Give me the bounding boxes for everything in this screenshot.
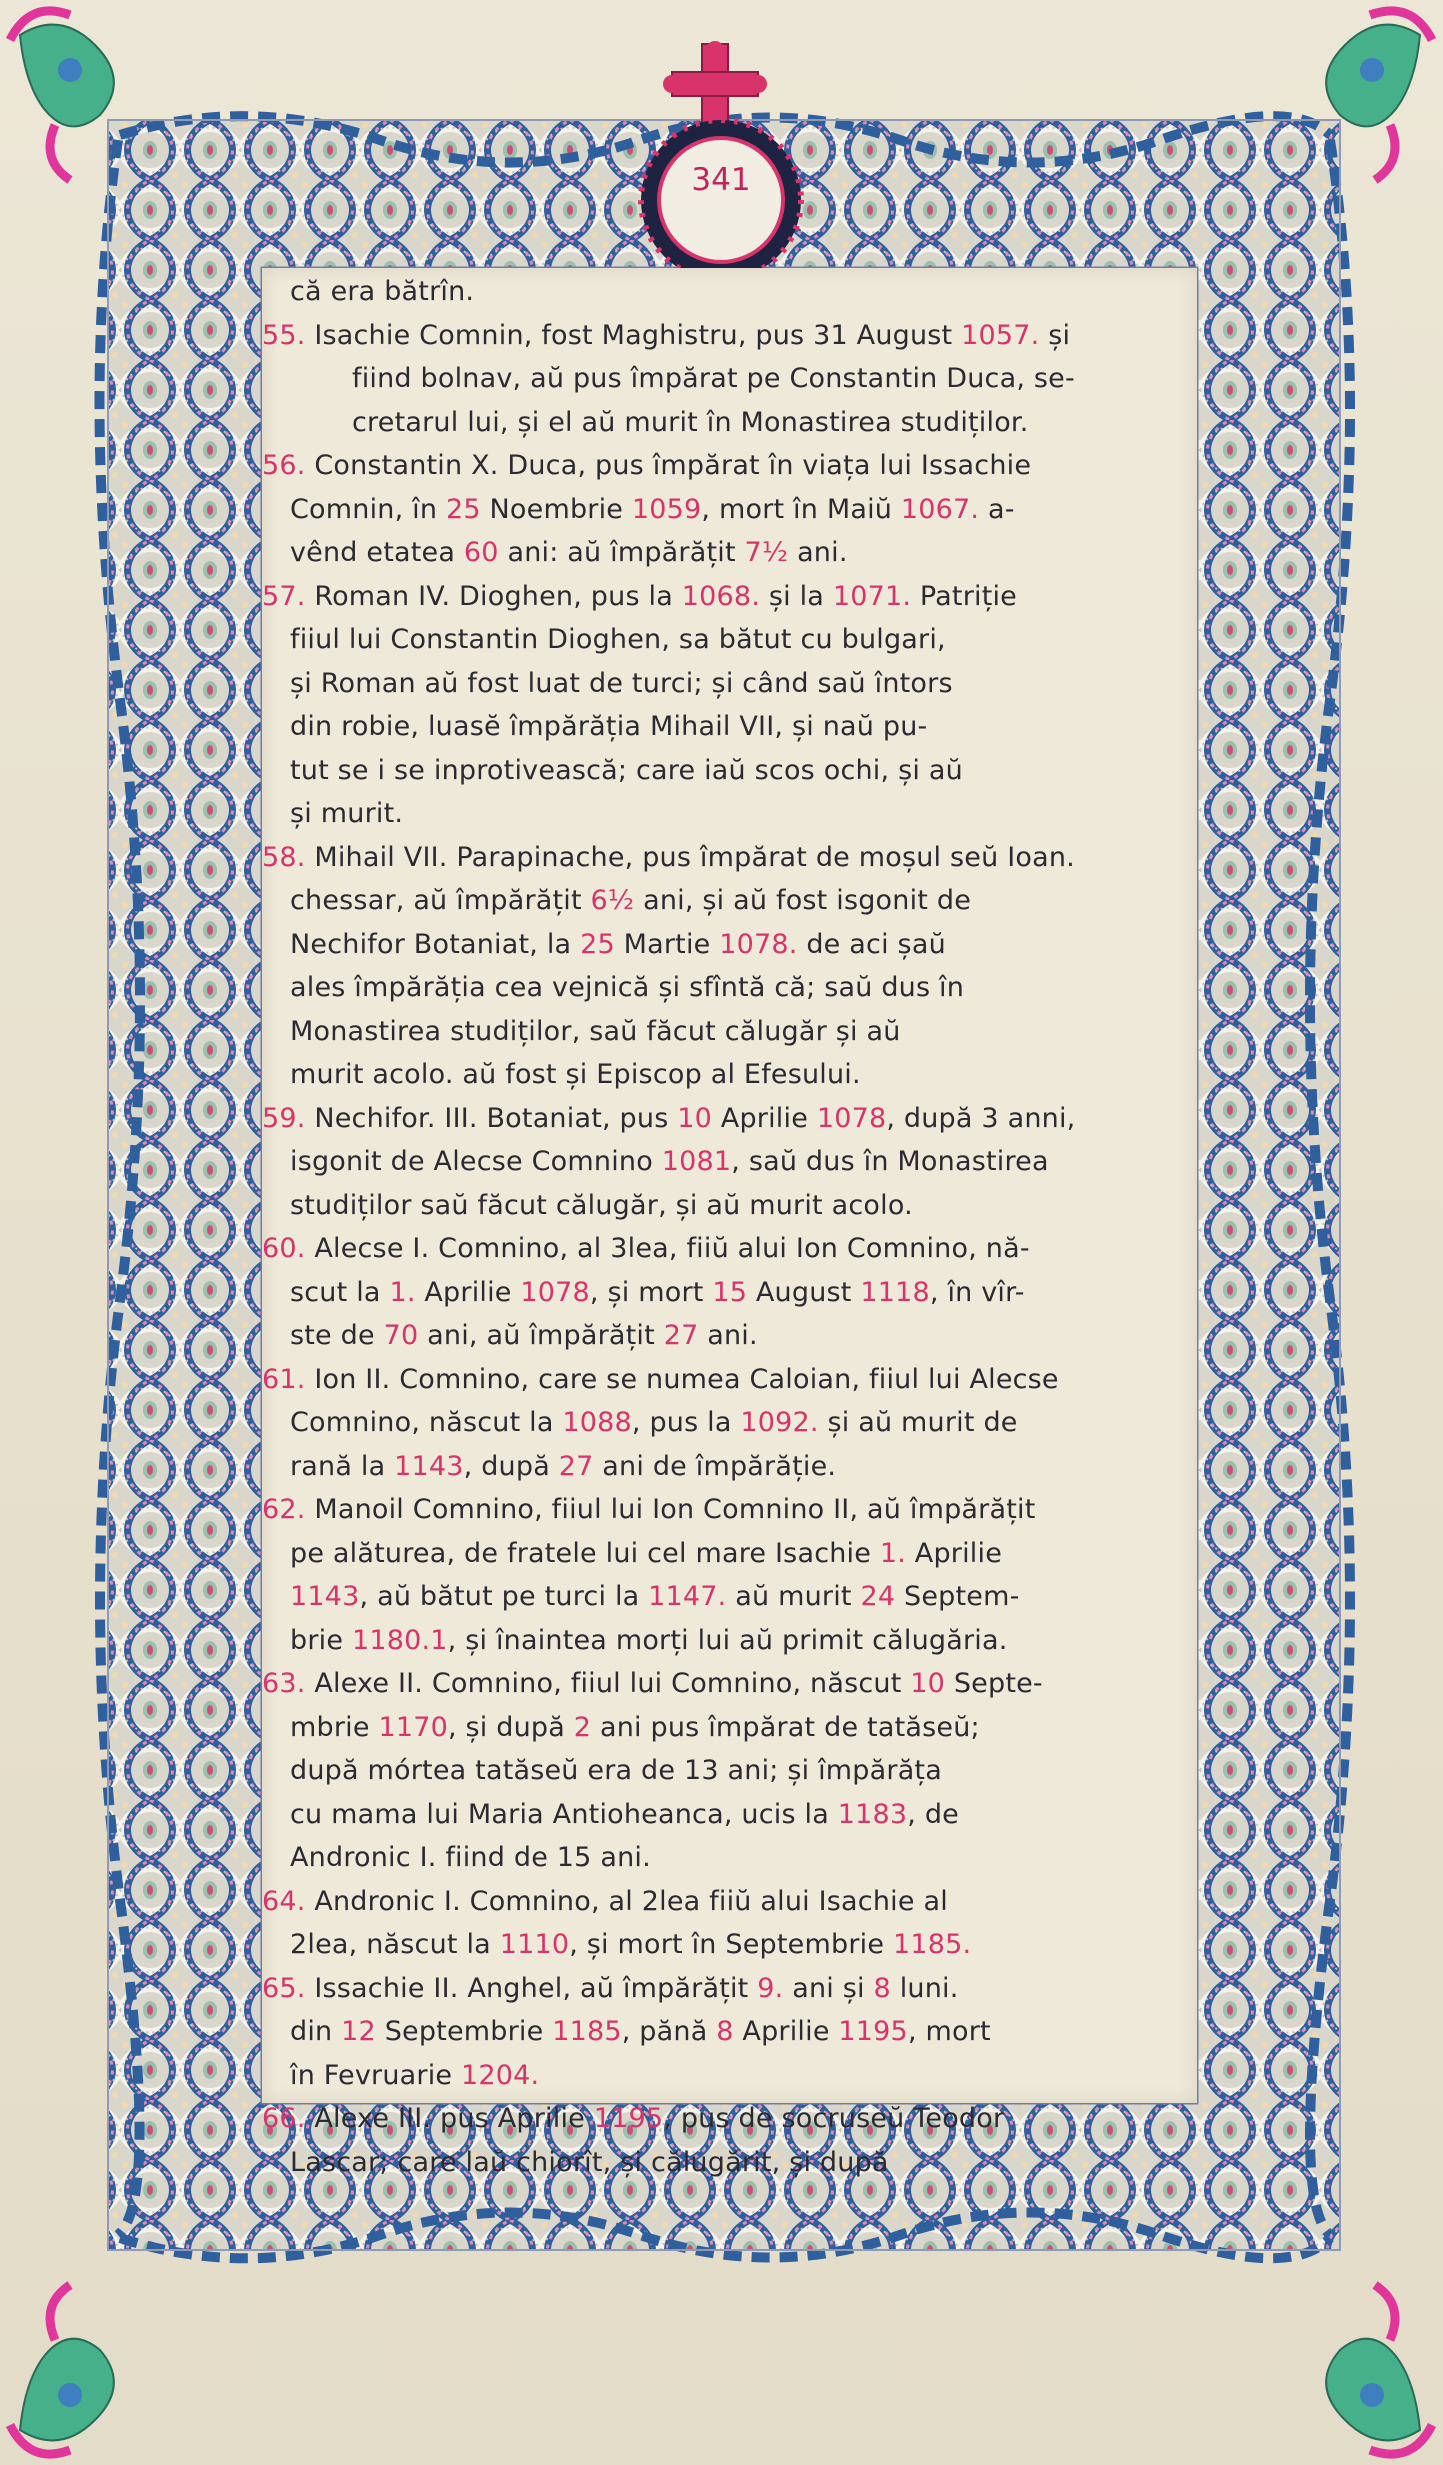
red-numeral: 65. — [262, 1972, 306, 2004]
text-segment: ales împărăția cea vejnică și sfîntă că; saŭ dus în — [290, 972, 965, 1003]
text-line — [262, 1619, 1197, 1663]
red-numeral: 7½ — [744, 537, 789, 568]
text-segment: scut la — [290, 1276, 390, 1308]
text-segment: studiților saŭ făcut călugăr, și aŭ murit acolo. — [290, 1189, 913, 1221]
red-numeral: 8 — [873, 1972, 891, 2004]
red-numeral: 1. — [879, 1537, 907, 1569]
red-numeral: 1147. — [648, 1581, 727, 1612]
text-line — [262, 1662, 1197, 1706]
text-segment: , după 3 anni, — [886, 1102, 1076, 1134]
red-numeral: 15 — [712, 1276, 748, 1308]
text-segment: din robie, luasĕ împărăția Mihail VII, și naŭ pu- — [290, 711, 928, 742]
text-line — [262, 618, 1197, 662]
text-line — [262, 792, 1197, 836]
text-line — [262, 531, 1197, 575]
text-line — [262, 444, 1197, 488]
text-segment: tut se i se inprotivească; care iaŭ scos ochi, și aŭ — [290, 754, 963, 786]
red-numeral: 1. — [389, 1276, 416, 1308]
red-numeral: 1170 — [378, 1711, 448, 1743]
text-segment: brie — [290, 1624, 352, 1656]
text-segment: după mórtea tatăseŭ era de 13 ani; și împărăța — [290, 1755, 942, 1786]
red-numeral: 60 — [463, 537, 499, 568]
red-numeral: 1057. — [961, 319, 1040, 351]
red-numeral: 1143 — [394, 1450, 464, 1482]
text-segment: , mort — [907, 2016, 991, 2047]
red-numeral: 10 — [910, 1668, 946, 1699]
text-segment: că era bătrîn. — [290, 276, 475, 307]
text-segment: vênd etatea — [290, 537, 464, 568]
text-segment: Alecse I. Comnino, al 3lea, fiiŭ alui Ion Comnino, nă- — [305, 1233, 1030, 1264]
text-line — [262, 1314, 1197, 1358]
text-segment: ani, și aŭ fost isgonit de — [634, 885, 972, 916]
text-segment: Aprilie — [906, 1537, 1003, 1569]
text-segment: , în vîr- — [929, 1276, 1025, 1308]
red-numeral: 1183 — [837, 1798, 908, 1830]
text-segment: 31 August — [813, 319, 953, 351]
text-segment: mbrie — [290, 1711, 379, 1743]
text-segment: rană la — [290, 1450, 395, 1482]
text-line — [262, 705, 1197, 749]
text-line — [262, 1749, 1197, 1793]
red-numeral: 25 — [445, 493, 481, 525]
text-segment: Septe- — [945, 1668, 1043, 1699]
text-segment: Noembrie — [480, 493, 632, 525]
text-segment: Nechifor. III. Botaniat, pus — [305, 1102, 678, 1134]
text-line — [262, 575, 1197, 619]
text-segment: Comnin, în — [290, 493, 446, 525]
text-line — [262, 1706, 1197, 1750]
text-segment: și aŭ murit de — [818, 1407, 1018, 1438]
text-line — [262, 923, 1197, 967]
text-segment: și — [1039, 319, 1071, 351]
text-segment: Martie — [614, 928, 720, 960]
red-numeral: 66. — [262, 2103, 306, 2134]
text-segment: aŭ murit — [726, 1581, 861, 1612]
text-line — [262, 1053, 1197, 1097]
text-segment: , mort în Maiŭ — [701, 493, 901, 525]
red-numeral: 56. — [262, 450, 306, 481]
text-segment: Alexe III. pus Aprilie — [305, 2103, 594, 2134]
text-segment: , aŭ bătut pe turci la — [359, 1581, 649, 1612]
text-segment: fiind bolnav, aŭ pus împărat pe Constantin Duca, se- — [352, 363, 1075, 394]
text-segment: , și înaintea morți lui aŭ primit călugăria. — [447, 1624, 1008, 1656]
red-numeral: 27 — [663, 1320, 699, 1351]
text-segment — [952, 320, 961, 351]
red-numeral: 62. — [262, 1494, 306, 1525]
text-segment: cretarul lui, și el aŭ murit în Monastirea studiților. — [352, 406, 1029, 438]
red-numeral: 1059 — [631, 493, 702, 525]
text-line — [262, 1445, 1197, 1489]
text-segment: Patriție — [911, 580, 1017, 612]
text-line — [262, 314, 1197, 358]
text-segment: din — [290, 2016, 342, 2047]
red-numeral: 24 — [860, 1581, 896, 1612]
text-line — [262, 1880, 1197, 1924]
text-line — [262, 662, 1197, 706]
text-segment: a- — [979, 493, 1015, 525]
text-segment: Manoil Comnino, fiiul lui Ion Comnino II, aŭ împărățit — [305, 1494, 1036, 1525]
text-segment: , și mort — [589, 1276, 713, 1308]
red-numeral: 25 — [580, 928, 615, 960]
red-numeral: 6½ — [590, 885, 635, 916]
text-segment: , pus de socruseŭ Teodor — [663, 2103, 1005, 2134]
text-line — [262, 1488, 1197, 1532]
text-segment: isgonit de Alecse Comnino — [290, 1146, 662, 1177]
text-line — [262, 488, 1197, 532]
text-segment: în Fevruarie — [290, 2059, 461, 2091]
red-numeral: 1195 — [593, 2103, 664, 2134]
red-numeral: 63. — [262, 1668, 306, 1699]
red-numeral: 1068. — [681, 580, 761, 612]
text-line — [262, 1010, 1197, 1054]
red-numeral: 2 — [573, 1711, 592, 1743]
red-numeral: 27 — [558, 1450, 594, 1482]
text-segment: Aprilie — [712, 1102, 817, 1134]
text-segment: Andronic I. Comnino, al 2lea fiiŭ alui Isachie al — [305, 1885, 948, 1917]
text-line — [262, 879, 1197, 923]
red-numeral: 1195 — [838, 2016, 908, 2047]
text-line — [262, 1140, 1197, 1184]
page-number-seal — [641, 120, 801, 280]
text-segment: Roman IV. Dioghen, pus la — [305, 580, 682, 612]
red-numeral: 12 — [341, 2016, 376, 2047]
red-numeral: 1143 — [290, 1581, 360, 1612]
text-segment: August — [747, 1276, 861, 1308]
text-segment: , saŭ dus în Monastirea — [731, 1146, 1049, 1177]
text-segment: , pănă — [621, 2016, 717, 2047]
red-numeral: 9. — [757, 1972, 784, 2004]
text-segment: și la — [760, 580, 833, 612]
text-line — [262, 1097, 1197, 1141]
text-line — [262, 1836, 1197, 1880]
red-numeral: 59. — [262, 1102, 306, 1134]
red-numeral: 1071. — [832, 580, 912, 612]
text-segment: Andronic I. fiind de 15 ani. — [290, 1842, 651, 1873]
text-line — [262, 1358, 1197, 1402]
text-segment: Lascar; care laŭ chiorît, și călugărit, și după — [290, 2146, 889, 2178]
red-numeral: 1078 — [520, 1276, 590, 1308]
red-numeral: 70 — [383, 1320, 419, 1351]
text-segment: , pus la — [631, 1407, 741, 1438]
text-line — [262, 2097, 1197, 2141]
red-numeral: 61. — [262, 1363, 306, 1395]
text-segment: Isachie Comnin, fost Maghistru, pus — [305, 319, 814, 351]
corner-ornament-top-left — [10, 11, 114, 180]
text-segment: Mihail VII. Parapinache, pus împărat de moșul seŭ Ioan. — [305, 841, 1075, 873]
red-numeral: 1204. — [461, 2059, 540, 2091]
text-segment: Monastirea studiților, saŭ făcut călugăr și aŭ — [290, 1015, 901, 1047]
text-line — [262, 1532, 1197, 1576]
text-segment: chessar, aŭ împărățit — [290, 885, 591, 916]
text-segment: Issachie II. Anghel, aŭ împărățit — [305, 1972, 758, 2004]
chronicle-text — [262, 270, 1197, 2184]
red-numeral: 1088 — [562, 1407, 632, 1438]
red-numeral: 1118 — [860, 1276, 930, 1308]
text-segment: ani. — [698, 1320, 758, 1351]
text-line — [262, 2054, 1197, 2098]
corner-ornament-top-right — [1326, 11, 1432, 180]
text-line — [262, 836, 1197, 880]
text-segment: ani de împărăție. — [593, 1450, 837, 1482]
text-segment: cu mama lui Maria Antioheanca, ucis la — [290, 1798, 838, 1830]
corner-ornament-bottom-right — [1326, 2285, 1432, 2454]
text-segment: Nechifor Botaniat, la — [290, 928, 581, 960]
text-segment: Aprilie — [733, 2016, 839, 2047]
red-numeral: 57. — [262, 580, 306, 612]
text-segment: , după — [463, 1450, 559, 1482]
text-line — [262, 1967, 1197, 2011]
text-line — [262, 2010, 1197, 2054]
red-numeral: 10 — [677, 1102, 713, 1134]
page-number: 341 — [691, 162, 751, 198]
text-segment: Comnino, născut la — [290, 1407, 563, 1438]
text-segment: Constantin X. Duca, pus împărat în viața lui Issachie — [305, 450, 1032, 481]
red-numeral: 1185. — [892, 1929, 972, 1960]
text-line — [262, 1184, 1197, 1228]
text-segment: , de — [907, 1798, 959, 1830]
red-numeral: 1067. — [900, 493, 980, 525]
text-segment: Ion II. Comnino, care se numea Caloian, fiiul lui Alecse — [305, 1363, 1059, 1395]
text-segment: ani, aŭ împărățit — [418, 1320, 664, 1351]
red-numeral: 1110 — [499, 1929, 570, 1960]
text-segment: ani: aŭ împărățit — [498, 537, 745, 568]
text-segment: murit acolo. aŭ fost și Episcop al Efesului. — [290, 1059, 861, 1090]
red-numeral: 58. — [262, 841, 306, 873]
red-numeral: 1185 — [552, 2016, 622, 2047]
text-line — [262, 357, 1197, 401]
text-segment: și murit. — [290, 798, 404, 829]
text-line — [262, 2141, 1197, 2185]
text-segment: Septem- — [895, 1581, 1020, 1612]
text-segment: fiiul lui Constantin Dioghen, sa bătut cu bulgari, — [290, 624, 946, 655]
text-segment: luni. — [890, 1972, 959, 2004]
text-segment: Septembrie — [375, 2016, 553, 2047]
text-line — [262, 1271, 1197, 1315]
text-segment: ani pus împărat de tatăseŭ; — [591, 1711, 980, 1743]
text-line — [262, 270, 1197, 314]
red-numeral: 60. — [262, 1233, 306, 1264]
text-line — [262, 1227, 1197, 1271]
text-line — [262, 1575, 1197, 1619]
text-segment: ani și — [783, 1972, 874, 2004]
text-line — [262, 401, 1197, 445]
red-numeral: 55. — [262, 319, 306, 351]
red-numeral: 1180.1 — [351, 1624, 448, 1656]
text-segment: ani. — [788, 537, 848, 568]
text-segment: 2lea, născut la — [290, 1929, 500, 1960]
text-line — [262, 1793, 1197, 1837]
text-line — [262, 1923, 1197, 1967]
red-numeral: 1092. — [740, 1407, 819, 1438]
text-segment: și Roman aŭ fost luat de turci; și când saŭ întors — [290, 667, 953, 699]
text-segment: Aprilie — [415, 1276, 521, 1308]
text-segment: Alexe II. Comnino, fiiul lui Comnino, născut — [305, 1668, 911, 1699]
text-line — [262, 749, 1197, 793]
text-line — [262, 966, 1197, 1010]
text-segment: ste de — [290, 1320, 384, 1351]
text-segment: , și mort în Septembrie — [569, 1929, 893, 1960]
corner-ornament-bottom-left — [10, 2285, 114, 2454]
red-numeral: 1081 — [661, 1146, 732, 1177]
red-numeral: 64. — [262, 1885, 306, 1917]
red-numeral: 1078 — [816, 1102, 887, 1134]
text-line — [262, 1401, 1197, 1445]
text-segment: , și după — [447, 1711, 574, 1743]
text-segment: pe alăturea, de fratele lui cel mare Isachie — [290, 1537, 880, 1569]
red-numeral: 1078. — [719, 928, 798, 960]
red-numeral: 8 — [716, 2016, 734, 2047]
text-segment: de aci șaŭ — [797, 928, 946, 960]
